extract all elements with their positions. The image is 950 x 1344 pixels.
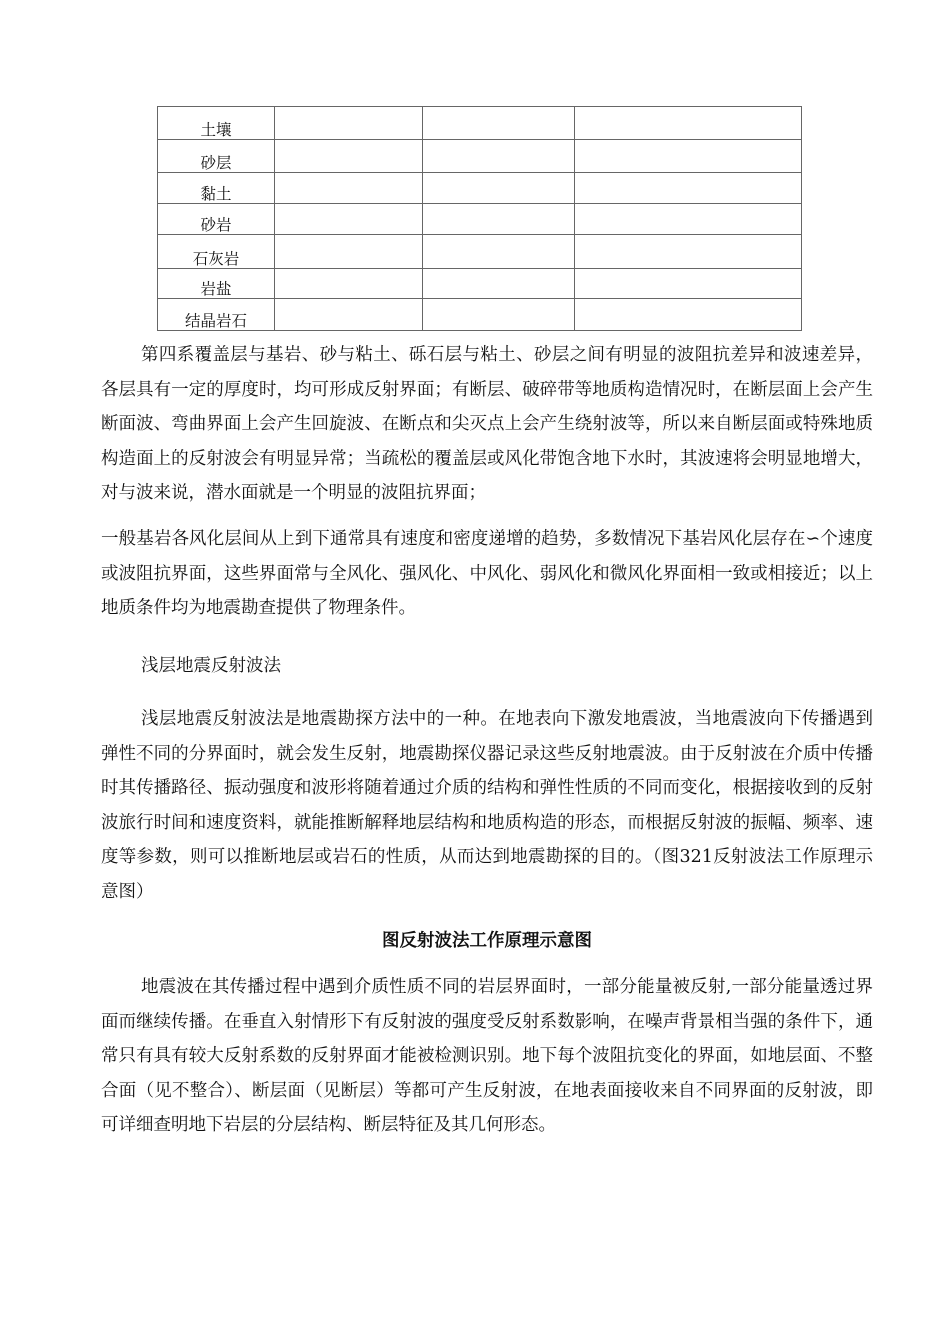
row-label-sand: 砂层	[158, 140, 275, 173]
table-cell	[275, 107, 423, 140]
table-cell	[275, 269, 423, 299]
table-cell	[275, 140, 423, 173]
table-row	[158, 107, 802, 140]
row-label-crystalline-rock: 结晶岩石	[158, 299, 275, 331]
table-cell	[423, 299, 575, 331]
row-label-sandstone: 砂岩	[158, 204, 275, 235]
table-cell	[275, 173, 423, 204]
paragraph-reflection-interfaces: 第四系覆盖层与基岩、砂与粘土、砾石层与粘土、砂层之间有明显的波阻抗差异和波速差异，各层具有一定的厚度时，均可形成反射界面；有断层、破碎带等地质构造情况时，在断层面上会产生断面波、弯曲界面上会产生回旋波、在断点和尖灭点上会产生绕射波等，所以来自断层面或特殊地质构造面上的反射波会有明显异常；当疏松的覆盖层或风化带饱含地下水时，其波速将会明显地增大，对与波来说，潜水面就是一个明显的波阻抗界面；	[101, 345, 873, 503]
rock-properties-table	[157, 106, 802, 331]
table-cell	[423, 204, 575, 235]
table-cell	[423, 173, 575, 204]
table-cell	[423, 235, 575, 269]
table-row	[158, 299, 802, 331]
row-label-rock-salt: 岩盐	[158, 269, 275, 299]
table-cell	[575, 204, 802, 235]
table-row	[158, 235, 802, 269]
table-row	[158, 173, 802, 204]
table-cell	[423, 140, 575, 173]
row-label-limestone: 石灰岩	[158, 235, 275, 269]
paragraph-weathering-layers: 一般基岩各风化层间从上到下通常具有速度和密度递增的趋势，多数情况下基岩风化层存在∽个速度或波阻抗界面，这些界面常与全风化、强风化、中风化、弱风化和微风化界面相一致或相接近；以上地质条件均为地震勘查提供了物理条件。	[101, 529, 873, 618]
table-cell	[575, 269, 802, 299]
row-label-clay: 黏土	[158, 173, 275, 204]
table-row	[158, 269, 802, 299]
table-cell	[575, 235, 802, 269]
table-cell	[575, 173, 802, 204]
table-row	[158, 204, 802, 235]
table-row	[158, 140, 802, 173]
figure-caption: 图反射波法工作原理示意图	[382, 931, 592, 951]
section-heading: 浅层地震反射波法	[141, 656, 281, 676]
table-cell	[275, 299, 423, 331]
table-cell	[575, 299, 802, 331]
paragraph-method-description: 浅层地震反射波法是地震勘探方法中的一种。在地表向下激发地震波，当地震波向下传播遇到弹性不同的分界面时，就会发生反射，地震勘探仪器记录这些反射地震波。由于反射波在介质中传播时其传播路径、振动强度和波形将随着通过介质的结构和弹性性质的不同而变化，根据接收到的反射波旅行时间和速度资料，就能推断解释地层结构和地质构造的形态，而根据反射波的振幅、频率、速度等参数，则可以推断地层或岩石的性质，从而达到地震勘探的目的。（图321反射波法工作原理示意图）	[101, 709, 873, 902]
table-cell	[575, 107, 802, 140]
table-cell	[275, 235, 423, 269]
table-cell	[423, 107, 575, 140]
row-label-soil: 土壤	[158, 107, 275, 140]
table-cell	[423, 269, 575, 299]
paragraph-wave-propagation: 地震波在其传播过程中遇到介质性质不同的岩层界面时，一部分能量被反射,一部分能量透过界面而继续传播。在垂直入射情形下有反射波的强度受反射系数影响，在噪声背景相当强的条件下，通常只有具有较大反射系数的反射界面才能被检测识别。地下每个波阻抗变化的界面，如地层面、不整合面（见不整合）、断层面（见断层）等都可产生反射波，在地表面接收来自不同界面的反射波，即可详细查明地下岩层的分层结构、断层特征及其几何形态。	[101, 977, 873, 1135]
table-cell	[575, 140, 802, 173]
table-cell	[275, 204, 423, 235]
